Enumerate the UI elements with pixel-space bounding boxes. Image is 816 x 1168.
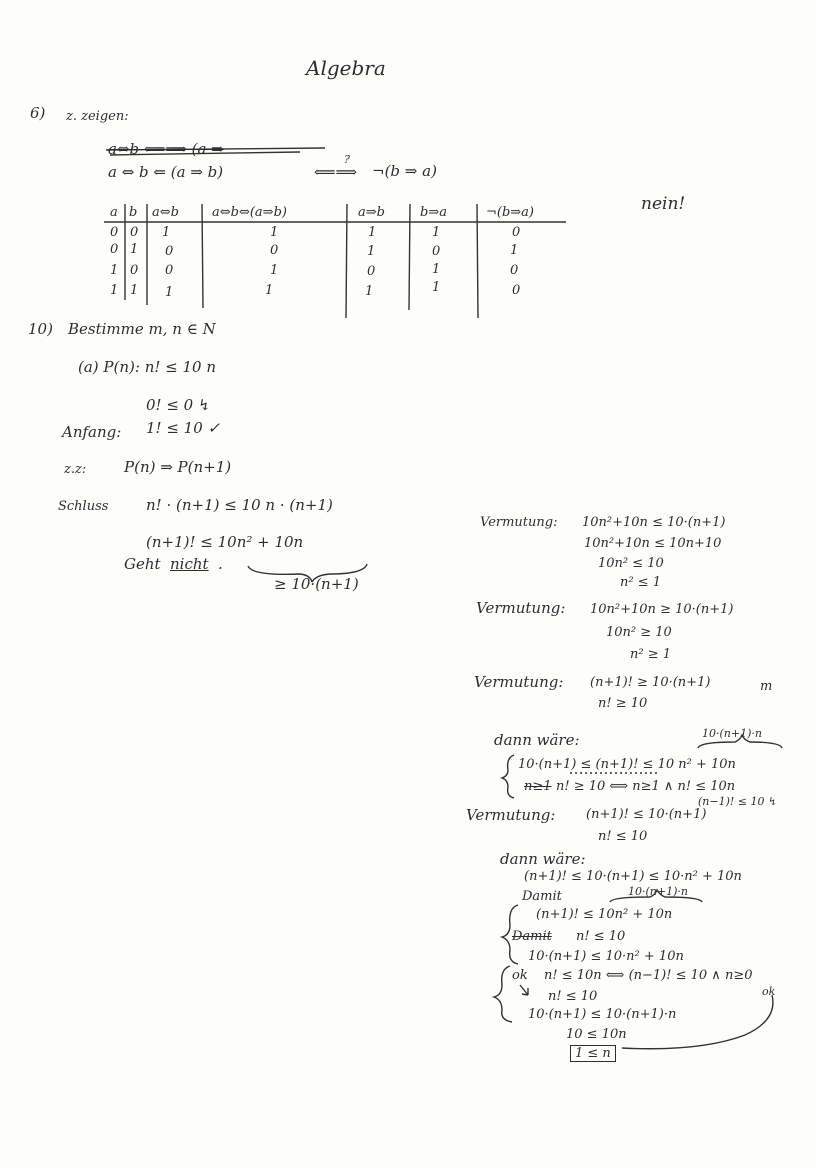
base-case-zero: 0! ≤ 0 ↯: [146, 396, 211, 414]
table-cell: 1: [367, 244, 376, 259]
schluss-line: n! · (n+1) ≤ 10 n · (n+1): [146, 496, 333, 514]
table-header: a⇔b⇔(a⇒b): [212, 205, 287, 220]
exercise-6-number: 6): [30, 104, 46, 122]
vermutung-1-line-3: 10n² ≤ 10: [598, 556, 664, 571]
table-cell: 0: [165, 244, 174, 259]
vermutung-1-line-4: n² ≤ 1: [620, 575, 662, 590]
vermutung-2-label: Vermutung:: [476, 599, 566, 617]
table-header: b⇒a: [420, 205, 447, 220]
base-case-one: 1! ≤ 10 ✓: [146, 419, 221, 437]
vermutung-2-line-2: 10n² ≥ 10: [606, 625, 672, 640]
table-cell: 1: [130, 283, 139, 298]
table-header: b: [129, 205, 138, 220]
exercise-10-number: 10): [28, 320, 53, 338]
vermutung-3-line-2: n! ≥ 10: [598, 696, 648, 711]
table-cell: 0: [512, 225, 521, 240]
dann-waere-1: dann wäre:: [494, 731, 580, 749]
exercise-6-formula-arrow: ⟸⟹: [314, 163, 358, 181]
ok-mark-1: ok: [512, 968, 528, 983]
table-cell: 0: [432, 244, 441, 259]
dann-1-struck: n≥1: [524, 779, 552, 794]
damit-struck: Damit: [512, 929, 552, 944]
table-col-rule-5: [409, 204, 410, 310]
dann-2-line-1: (n+1)! ≤ 10·(n+1) ≤ 10·n² + 10n: [524, 869, 742, 884]
table-cell: 0: [367, 264, 376, 279]
table-cell: 1: [110, 263, 119, 278]
final-result-box: 1 ≤ n: [570, 1045, 616, 1062]
equivalence-line-2: n! ≤ 10: [548, 989, 598, 1004]
table-col-rule-4: [346, 204, 347, 318]
table-cell: 1: [510, 243, 519, 258]
table-cell: 1: [270, 225, 279, 240]
vermutung-1-label: Vermutung:: [480, 515, 558, 530]
table-cell: 0: [130, 263, 139, 278]
brace-curly-1: [502, 755, 514, 798]
induction-step-claim: P(n) ⇒ P(n+1): [124, 458, 232, 476]
table-cell: 1: [265, 283, 274, 298]
zz-label: z.z:: [64, 462, 87, 477]
schluss-step-2: (n+1)! ≤ 10n² + 10n: [146, 533, 304, 551]
table-cell: 1: [368, 225, 377, 240]
vermutung-4-line-2: n! ≤ 10: [598, 829, 648, 844]
table-cell: 1: [130, 242, 139, 257]
table-cell: 0: [165, 263, 174, 278]
table-cell: 0: [110, 242, 119, 257]
table-cell: 1: [165, 285, 174, 300]
table-header: a: [110, 205, 118, 220]
table-cell: 0: [270, 243, 279, 258]
dann-1-line-2: n! ≥ 10 ⟺ n≥1 ∧ n! ≤ 10n: [556, 779, 736, 794]
exercise-6-task: z. zeigen:: [66, 109, 129, 124]
vermutung-4-label: Vermutung:: [466, 806, 556, 824]
table-cell: 0: [512, 283, 521, 298]
vermutung-3-line-1: (n+1)! ≥ 10·(n+1): [590, 675, 711, 690]
exercise-6-verdict: nein!: [641, 194, 686, 214]
dann-1-note: (n−1)! ≤ 10 ↯: [698, 795, 778, 808]
table-header: ¬(b⇒a): [486, 205, 535, 220]
equivalence-line-4: 10 ≤ 10n: [566, 1027, 627, 1042]
damit-line-2: n! ≤ 10: [576, 929, 626, 944]
table-cell: 0: [130, 225, 139, 240]
table-col-rule-3: [202, 204, 203, 308]
ok-arrow: [520, 985, 528, 995]
geht-nicht-underlined: nicht: [170, 555, 209, 573]
dann-1-line-1: 10·(n+1) ≤ (n+1)! ≤ 10 n² + 10n: [518, 757, 736, 772]
exercise-6-formula-arrow-mark: ?: [344, 153, 350, 166]
vermutung-2-line-3: n² ≥ 1: [630, 647, 672, 662]
schluss-label: Schluss: [58, 499, 109, 514]
equivalence-line-3: 10·(n+1) ≤ 10·(n+1)·n: [528, 1007, 677, 1022]
exercise-10-task: Bestimme m, n ∈ N: [68, 320, 216, 338]
dann-waere-2: dann wäre:: [500, 850, 586, 868]
table-cell: 1: [432, 280, 441, 295]
table-cell: 0: [510, 263, 519, 278]
exercise-10-part-a: (a) P(n): n! ≤ 10 n: [78, 358, 217, 376]
geht-nicht-word: Geht: [124, 555, 161, 573]
vermutung-4-line-1: (n+1)! ≤ 10·(n+1): [586, 807, 707, 822]
page-title: Algebra: [306, 56, 386, 80]
overbrace-label-1: 10·(n+1)·n: [702, 727, 762, 740]
vermutung-2-line-1: 10n²+10n ≥ 10·(n+1): [590, 602, 734, 617]
table-cell: 1: [110, 283, 119, 298]
table-cell: 1: [432, 262, 441, 277]
geht-nicht-period: .: [218, 555, 223, 573]
table-header: a⇔b: [152, 205, 179, 220]
vermutung-1-line-2: 10n²+10n ≤ 10n+10: [584, 536, 722, 551]
table-header: a⇒b: [358, 205, 385, 220]
ge-line: ≥ 10·(n+1): [274, 575, 359, 593]
ok-mark-2: ok: [762, 985, 776, 998]
brace-curly-3: [494, 966, 512, 1022]
table-cell: 1: [162, 225, 171, 240]
exercise-6-formula-right: ¬(b ⇒ a): [372, 162, 437, 180]
table-cell: 1: [432, 225, 441, 240]
damit-line-1: (n+1)! ≤ 10n² + 10n: [536, 907, 673, 922]
table-cell: 0: [110, 225, 119, 240]
overbrace-label-2: 10·(n+1)·n: [628, 885, 688, 898]
vermutung-1-line-1: 10n²+10n ≤ 10·(n+1): [582, 515, 726, 530]
exercise-6-formula-left: a ⇔ b ⇐ (a ⇒ b): [108, 163, 224, 181]
table-cell: 1: [365, 284, 374, 299]
damit-label: Damit: [522, 889, 562, 904]
exercise-6-struck-line: a⇔b ⟸⟹ (a ⇒: [108, 140, 224, 158]
vermutung-3-tail: m: [760, 679, 773, 694]
equivalence-line-1: n! ≤ 10n ⟺ (n−1)! ≤ 10 ∧ n≥0: [544, 968, 753, 983]
table-cell: 1: [270, 263, 279, 278]
table-col-rule-6: [477, 204, 478, 318]
damit-line-3: 10·(n+1) ≤ 10·n² + 10n: [528, 949, 684, 964]
anfang-label: Anfang:: [62, 423, 122, 441]
vermutung-3-label: Vermutung:: [474, 673, 564, 691]
